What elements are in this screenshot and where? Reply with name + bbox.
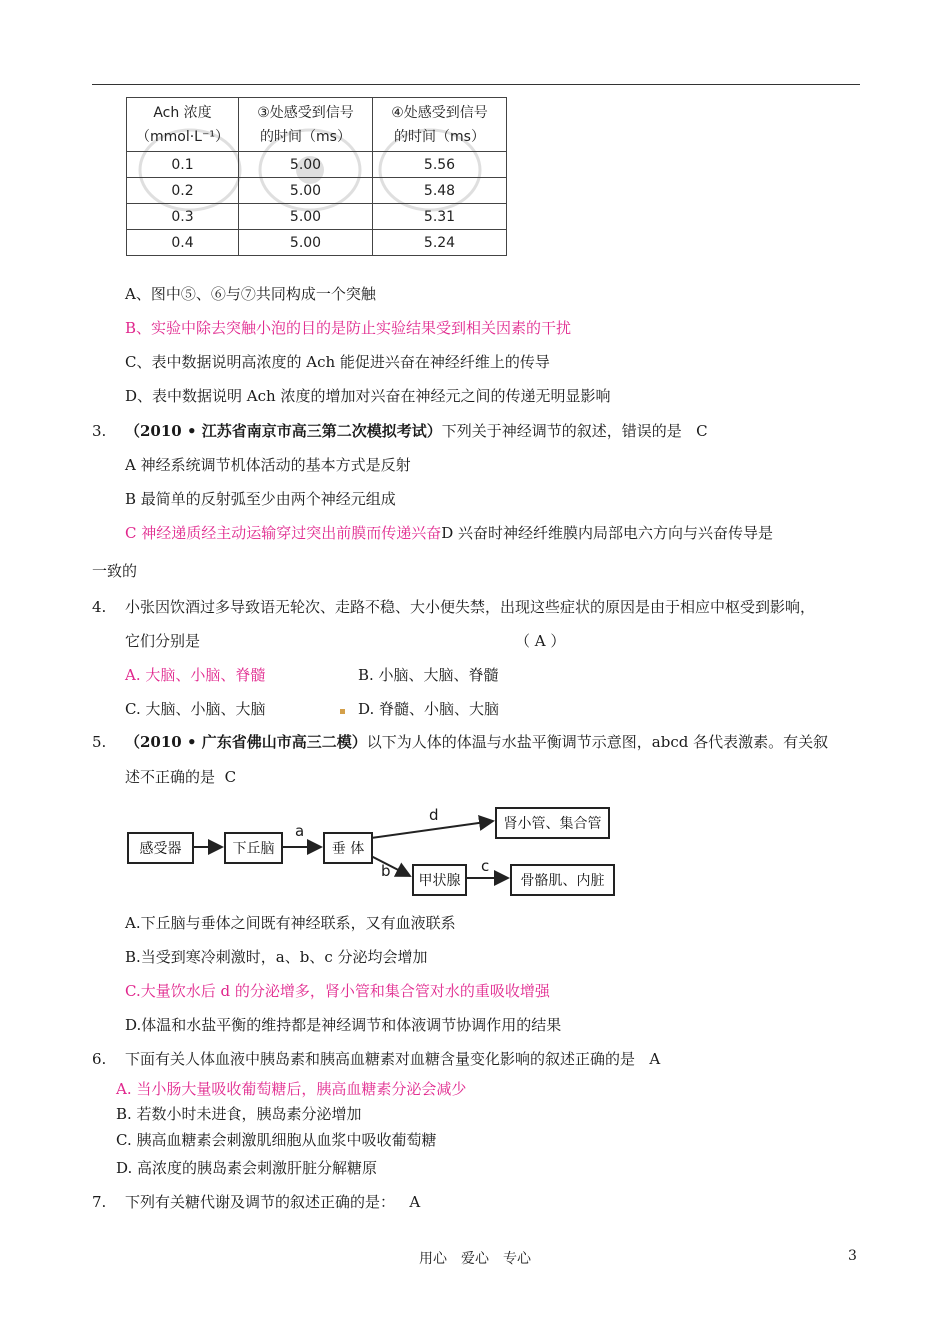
q5-option-c: C.大量饮水后 d 的分泌增多，肾小管和集合管对水的重吸收增强 <box>125 982 550 1000</box>
hormone-b-label: b <box>381 862 391 880</box>
q5-stem-text-2: 述不正确的是 <box>125 768 216 786</box>
page-number: 3 <box>848 1248 857 1264</box>
table-cell: 5.24 <box>373 230 507 256</box>
q5-option-b: B.当受到寒冷刺激时，a、b、c 分泌均会增加 <box>125 948 428 966</box>
muscle-organ-box: 骨骼肌、内脏 <box>510 864 615 896</box>
table-header-row <box>127 98 507 152</box>
q7-stem <box>125 1192 420 1212</box>
q5-option-a: A.下丘脑与垂体之间既有神经联系，又有血液联系 <box>125 914 456 932</box>
q3-stem <box>125 421 708 441</box>
q2-option-c: C、表中数据说明高浓度的 Ach 能促进兴奋在神经纤维上的传导 <box>125 353 550 371</box>
q6-option-b: B. 若数小时未进食，胰岛素分泌增加 <box>116 1105 362 1123</box>
table-row <box>127 152 507 178</box>
q4-option-c: C. 大脑、小脑、大脑 <box>125 700 266 718</box>
hormone-a-label: a <box>295 822 305 840</box>
q7-answer: A <box>409 1193 421 1211</box>
q6-stem-text: 下面有关人体血液中胰岛素和胰高血糖素对血糖含量变化影响的叙述正确的是 <box>125 1050 636 1068</box>
q5-stem-2 <box>125 767 236 787</box>
table-cell: 5.00 <box>239 230 373 256</box>
table-row <box>127 178 507 204</box>
table-cell: 5.00 <box>239 178 373 204</box>
q6-option-d: D. 高浓度的胰岛素会刺激肝脏分解糖原 <box>116 1159 378 1177</box>
q6-number: 6. <box>92 1050 107 1068</box>
table-cell: 0.3 <box>127 204 239 230</box>
table-row <box>127 230 507 256</box>
receptor-box: 感受器 <box>127 832 194 864</box>
q3-option-c: C 神经递质经主动运输穿过突出前膜而传递兴奋 <box>125 524 442 542</box>
table-cell: 5.31 <box>373 204 507 230</box>
q4-option-b: B. 小脑、大脑、脊髓 <box>358 666 499 684</box>
q5-source: （2010 • 广东省佛山市高三二模） <box>125 733 367 751</box>
table-cell: 5.56 <box>373 152 507 178</box>
header-rule <box>92 84 860 85</box>
q2-option-b: B、实验中除去突触小泡的目的是防止实验结果受到相关因素的干扰 <box>125 319 572 337</box>
table-row <box>127 204 507 230</box>
q6-answer: A <box>649 1050 661 1068</box>
q3-source: （2010 • 江苏省南京市高三第二次模拟考试） <box>125 422 442 440</box>
regulation-diagram <box>125 798 625 898</box>
table-cell: 5.48 <box>373 178 507 204</box>
q5-answer: C <box>224 768 237 786</box>
table-cell: 0.1 <box>127 152 239 178</box>
hormone-c-label: c <box>481 857 490 875</box>
q3-option-b: B 最简单的反射弧至少由两个神经元组成 <box>125 490 396 508</box>
q7-stem-text: 下列有关糖代谢及调节的叙述正确的是： <box>125 1193 396 1211</box>
q3-stem-text: 下列关于神经调节的叙述，错误的是 <box>441 422 682 440</box>
q3-answer: C <box>696 422 708 440</box>
q4-stem-2: 它们分别是 <box>125 632 201 650</box>
q4-number: 4. <box>92 598 107 616</box>
q6-option-c: C. 胰高血糖素会刺激肌细胞从血浆中吸收葡萄糖 <box>116 1131 437 1149</box>
q5-option-d: D.体温和水盐平衡的维持都是神经调节和体液调节协调作用的结果 <box>125 1016 562 1034</box>
table-cell: 5.00 <box>239 152 373 178</box>
q3-option-cd <box>125 523 773 543</box>
q2-option-a: A、图中⑤、⑥与⑦共同构成一个突触 <box>125 285 376 303</box>
kidney-tubule-box: 肾小管、集合管 <box>495 807 610 839</box>
q4-answer: （ A ） <box>515 632 566 650</box>
q4-stem-1: 小张因饮酒过多导致语无轮次、走路不稳、大小便失禁，出现这些症状的原因是由于相应中枢受到影响， <box>125 598 816 616</box>
table-cell: 0.2 <box>127 178 239 204</box>
hypothalamus-box: 下丘脑 <box>224 832 283 864</box>
q3-option-a: A 神经系统调节机体活动的基本方式是反射 <box>125 456 411 474</box>
ach-data-table <box>126 97 507 256</box>
header-cell: ③处感受到信号 的时间（ms） <box>239 98 373 152</box>
q3-option-d: D 兴奋时神经纤维膜内局部电六方向与兴奋传导是 <box>441 524 774 542</box>
q3-number: 3. <box>92 422 107 440</box>
q7-number: 7. <box>92 1193 107 1211</box>
q4-option-d: D. 脊髓、小脑、大脑 <box>358 700 500 718</box>
q5-number: 5. <box>92 733 107 751</box>
header-cell: Ach 浓度 （mmol·L⁻¹） <box>127 98 239 152</box>
stray-mark <box>340 709 345 714</box>
q5-stem-1 <box>125 732 828 752</box>
q4-option-a: A. 大脑、小脑、脊髓 <box>125 666 266 684</box>
thyroid-box: 甲状腺 <box>412 864 467 896</box>
hormone-d-label: d <box>429 806 439 824</box>
q6-option-a: A. 当小肠大量吸收葡萄糖后，胰高血糖素分泌会减少 <box>116 1080 467 1098</box>
table-cell: 0.4 <box>127 230 239 256</box>
table-cell: 5.00 <box>239 204 373 230</box>
header-cell: ④处感受到信号 的时间（ms） <box>373 98 507 152</box>
q2-option-d: D、表中数据说明 Ach 浓度的增加对兴奋在神经元之间的传递无明显影响 <box>125 387 611 405</box>
pituitary-box: 垂 体 <box>323 832 373 864</box>
q5-stem-text: 以下为人体的体温与水盐平衡调节示意图，abcd 各代表激素。有关叙 <box>366 733 829 751</box>
page-footer: 用心 爱心 专心 <box>419 1251 531 1267</box>
q6-stem <box>125 1049 660 1069</box>
q3-option-d-cont: 一致的 <box>92 562 138 580</box>
